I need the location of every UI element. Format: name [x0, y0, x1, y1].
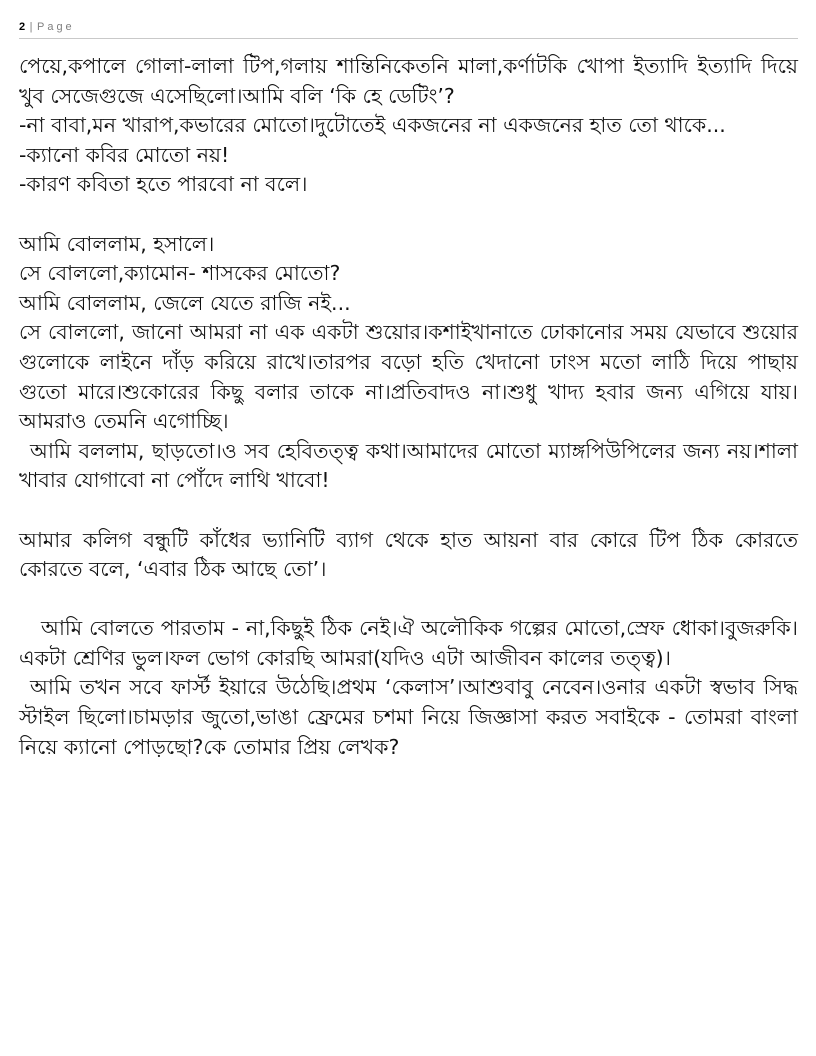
paragraph: আমি বললাম, ছাড়তো।ও সব হেবিতত্ত্ব কথা।আমাদের মোতো ম্যাঙ্গপিউপিলের জন্য নয়।শালা খাবার যোগাবো না পোঁদে লাথি খাবো! — [19, 438, 798, 493]
paragraph: আমি বোলতে পারতাম - না,কিছুই ঠিক নেই।ঐ অলৌকিক গল্পের মোতো,স্রেফ ধোকা।বুজরুকি।একটা শ্রেণির ভুল।ফল ভোগ কোরছি আমরা(যদিও এটা আজীবন কালের তত্ত্ব)। — [19, 616, 798, 670]
page-label: Page — [36, 21, 75, 33]
paragraph-spacer — [19, 200, 798, 230]
paragraph: আমার কলিগ বন্ধুটি কাঁধের ভ্যানিটি ব্যাগ থেকে হাত আয়না বার কোরে টিপ ঠিক কোরতে কোরতে বলে, ‘এবার ঠিক আছে তো’। — [19, 527, 798, 582]
page-number: 2 — [19, 21, 26, 33]
paragraph: পেয়ে,কপালে গোলা-লালা টিপ,গলায় শান্তিনিকেতনি মালা,কর্ণাটকি খোপা ইত্যাদি ইত্যাদি দিয়ে খুব সেজেগুজে এসেছিলো।আমি বলি ‘কি হে ডেটিং’? — [19, 54, 798, 108]
paragraph: সে বোললো, জানো আমরা না এক একটা শুয়োর।কশাইখানাতে ঢোকানোর সময় যেভাবে শুয়োর গুলোকে লাইনে দাঁড় করিয়ে রাখে।তারপর বড়ো হতি খেদানো ঢাংস মতো লাঠি দিয়ে পাছায় গুতো মারে।শুকোরের কিছু বলার তাকে না।প্রতিবাদও না।শুধু খাদ্য হবার জন্য এগিয়ে যায়।আমরাও তেমনি এগোচ্ছি। — [19, 320, 798, 434]
paragraph-spacer — [19, 496, 798, 526]
dialogue-line: আমি বোললাম, হসালে। — [19, 231, 215, 256]
paragraph-spacer — [19, 585, 798, 615]
dialogue-line: আমি বোললাম, জেলে যেতে রাজি নই... — [19, 290, 351, 315]
header-separator: | — [29, 21, 33, 33]
dialogue-line: সে বোললো,ক্যামোন- শাসকের মোতো? — [19, 261, 341, 286]
dialogue-line: -না বাবা,মন খারাপ,কভারের মোতো।দুটোতেই একজনের না একজনের হাত তো থাকে... — [19, 113, 726, 138]
dialogue-line: -কারণ কবিতা হতে পারবো না বলে। — [19, 172, 308, 197]
page-header — [19, 20, 798, 39]
paragraph: আমি তখন সবে ফার্স্ট ইয়ারে উঠেছি।প্রথম ‘কেলাস’।আশুবাবু নেবেন।ওনার একটা স্বভাব সিদ্ধ স্টাইল ছিলো।চামড়ার জুতো,ভাঙা ফ্রেমের চশমা নিয়ে জিজ্ঞাসা করত সবাইকে - তোমরা বাংলা নিয়ে ক্যানো পোড়ছো?কে তোমার প্রিয় লেখক? — [19, 675, 798, 759]
body-text — [19, 52, 798, 762]
dialogue-line: -ক্যানো কবির মোতো নয়! — [19, 142, 230, 167]
